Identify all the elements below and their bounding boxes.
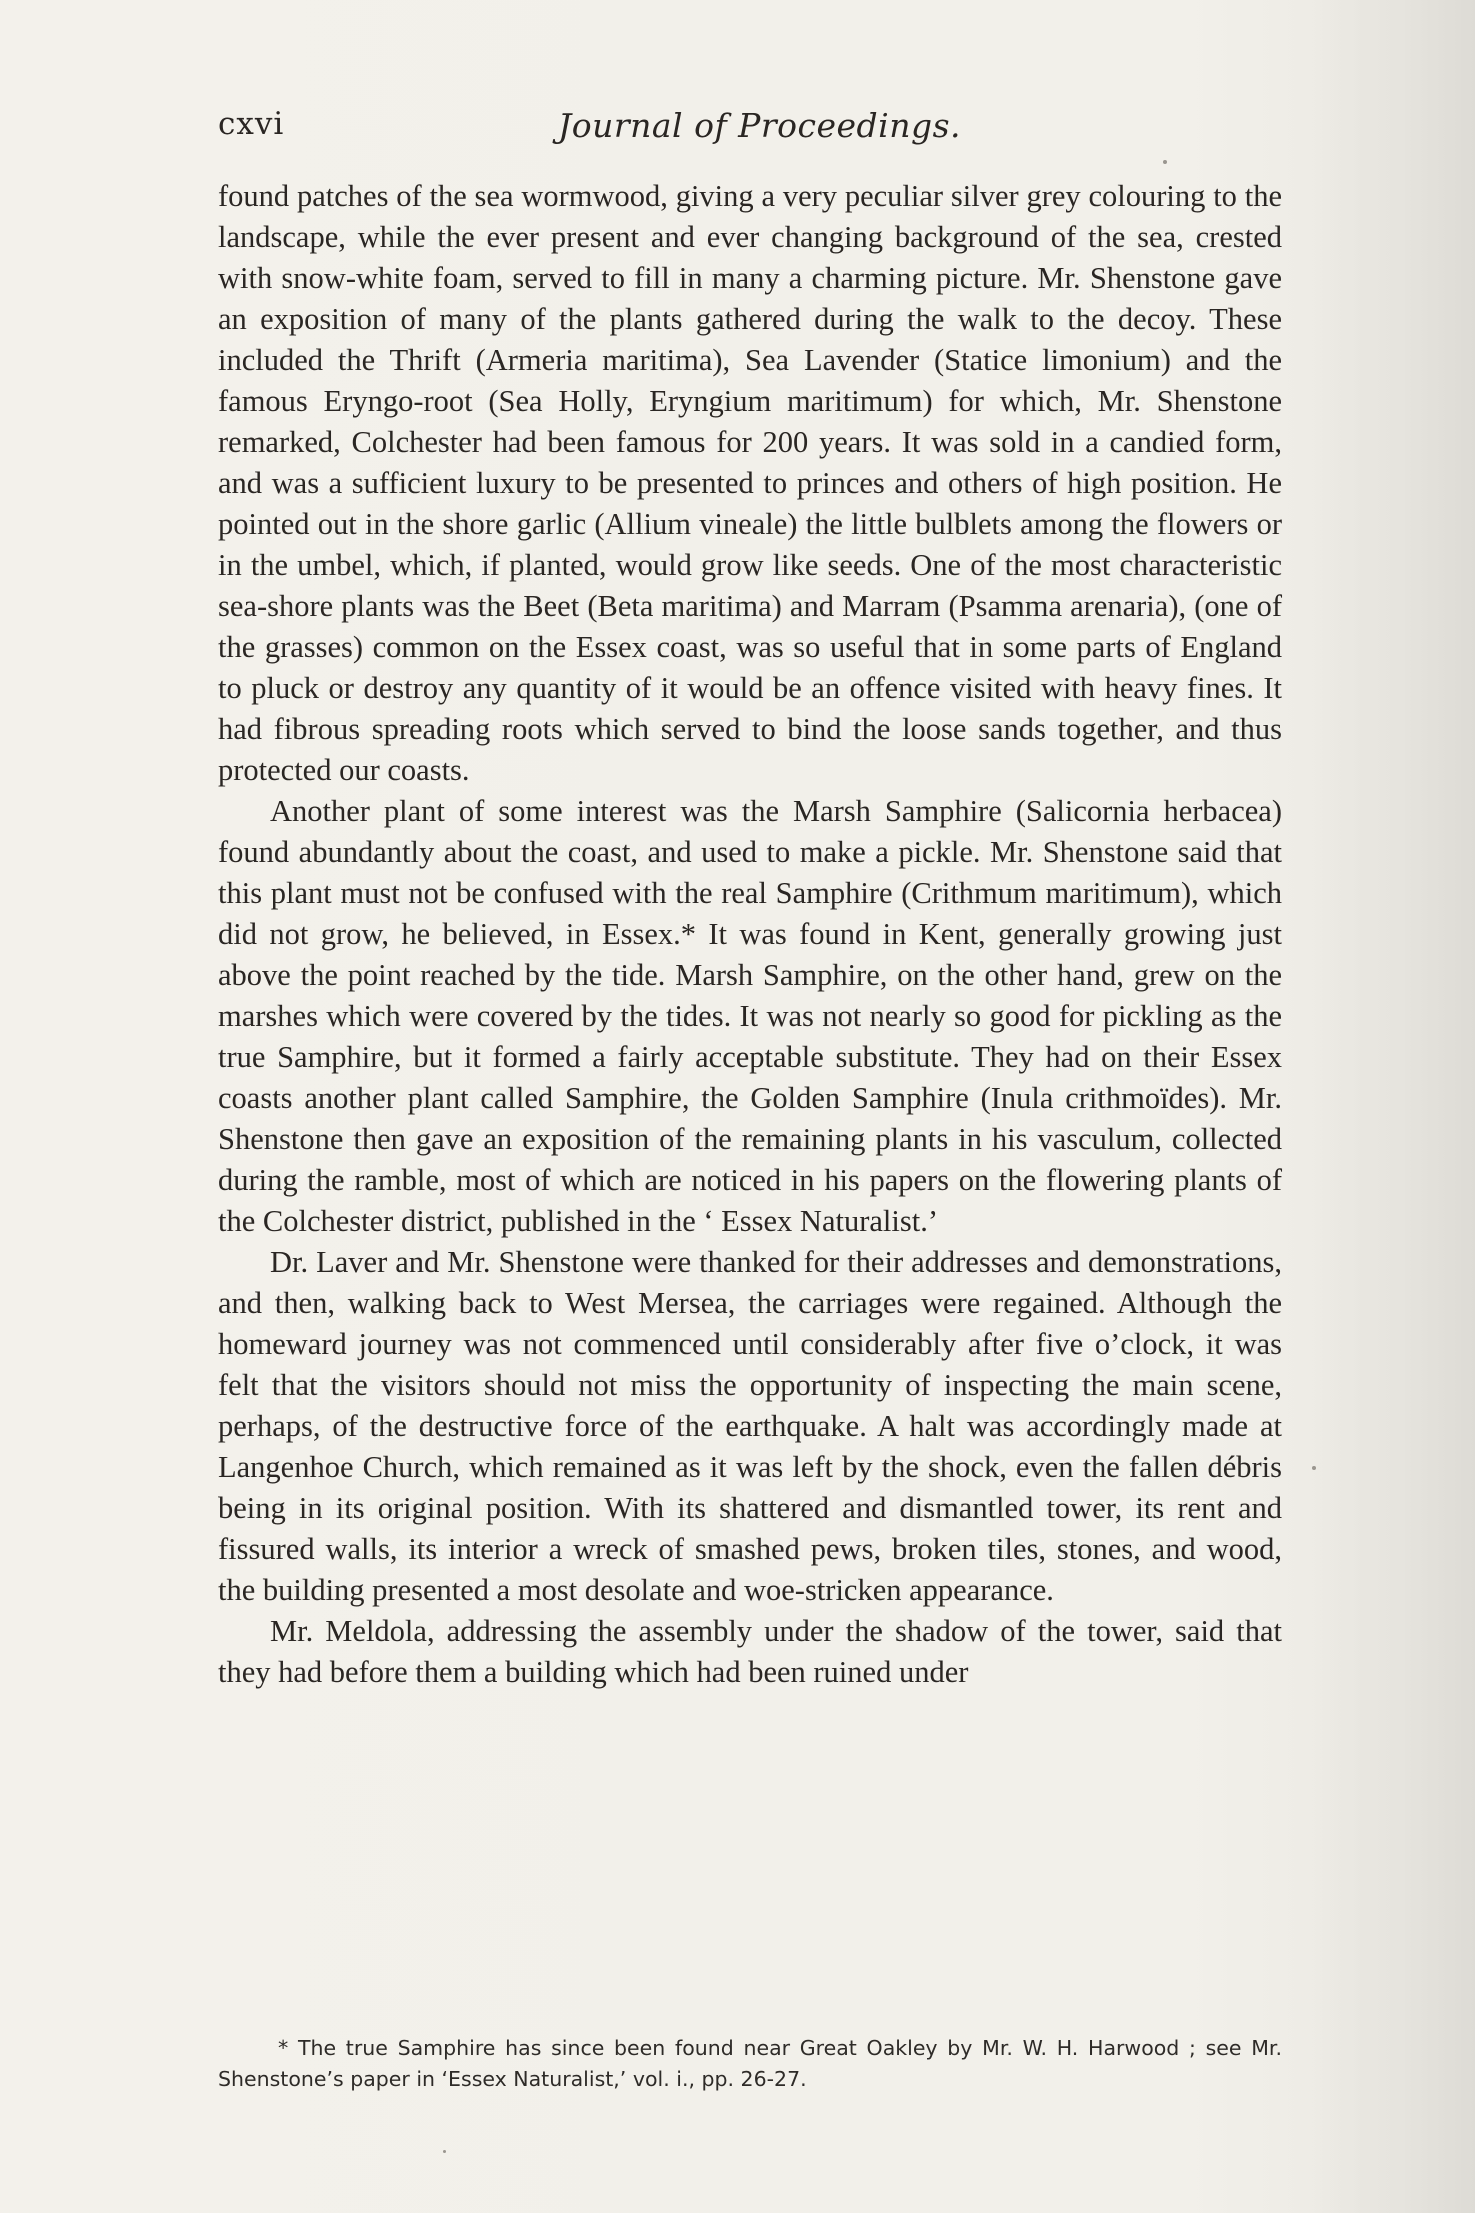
footnote bbox=[218, 2033, 1282, 2095]
page-number: cxvi bbox=[218, 106, 285, 142]
paper-speck bbox=[443, 2150, 446, 2153]
running-header bbox=[218, 106, 1282, 150]
body-text bbox=[218, 176, 1282, 1693]
paper-speck bbox=[1163, 160, 1167, 164]
paragraph-2: Another plant of some interest was the Marsh Samphire (Salicornia herbacea) found abundantly about the coast, and used to make a pickle. Mr. Shenstone said that this plant must not be confused with the real Samphire (Crithmum maritimum), which did not grow, he believed, in Essex.* It was found in Kent, generally growing just above the point reached by the tide. Marsh Samphire, on the other hand, grew on the marshes which were covered by the tides. It was not nearly so good for pickling as the true Samphire, but it formed a fairly acceptable substitute. They had on their Essex coasts another plant called Samphire, the Golden Samphire (Inula crithmoïdes). Mr. Shenstone then gave an exposition of the remaining plants in his vasculum, collected during the ramble, most of which are noticed in his papers on the flowering plants of the Colchester district, published in the ‘ Essex Naturalist.’ bbox=[218, 794, 1282, 1238]
paper-speck bbox=[1312, 1466, 1316, 1470]
paragraph-4: Mr. Meldola, addressing the assembly under the shadow of the tower, said that they had before them a building which had been ruined under bbox=[218, 1614, 1282, 1689]
footnote-text: * The true Samphire has since been found near Great Oakley by Mr. W. H. Harwood ; see Mr. Shenstone’s paper in ‘Essex Naturalist,’ vol. i., pp. 26-27. bbox=[218, 2036, 1282, 2091]
page-shadow-edge bbox=[1307, 0, 1475, 2213]
running-title: Journal of Proceedings. bbox=[558, 106, 962, 145]
paragraph-1: found patches of the sea wormwood, giving a very peculiar silver grey colouring to the landscape, while the ever present and ever changing background of the sea, crested with snow-white foam, served to fill in many a charming picture. Mr. Shenstone gave an exposition of many of the plants gathered during the walk to the decoy. These included the Thrift (Armeria maritima), Sea Lavender (Statice limonium) and the famous Eryngo-root (Sea Holly, Eryngium maritimum) for which, Mr. Shenstone remarked, Colchester had been famous for 200 years. It was sold in a candied form, and was a sufficient luxury to be presented to princes and others of high position. He pointed out in the shore garlic (Allium vineale) the little bulblets among the flowers or in the umbel, which, if planted, would grow like seeds. One of the most characteristic sea-shore plants was the Beet (Beta maritima) and Marram (Psamma arenaria), (one of the grasses) common on the Essex coast, was so useful that in some parts of England to pluck or destroy any quantity of it would be an offence visited with heavy fines. It had fibrous spreading roots which served to bind the loose sands together, and thus protected our coasts. bbox=[218, 179, 1282, 787]
paragraph-3: Dr. Laver and Mr. Shenstone were thanked for their addresses and demonstrations, and then, walking back to West Mersea, the carriages were regained. Although the homeward journey was not commenced until considerably after five o’clock, it was felt that the visitors should not miss the opportunity of inspecting the main scene, perhaps, of the destructive force of the earthquake. A halt was accordingly made at Langenhoe Church, which remained as it was left by the shock, even the fallen débris being in its original position. With its shattered and dismantled tower, its rent and fissured walls, its interior a wreck of smashed pews, broken tiles, stones, and wood, the building presented a most desolate and woe-stricken appearance. bbox=[218, 1245, 1282, 1607]
